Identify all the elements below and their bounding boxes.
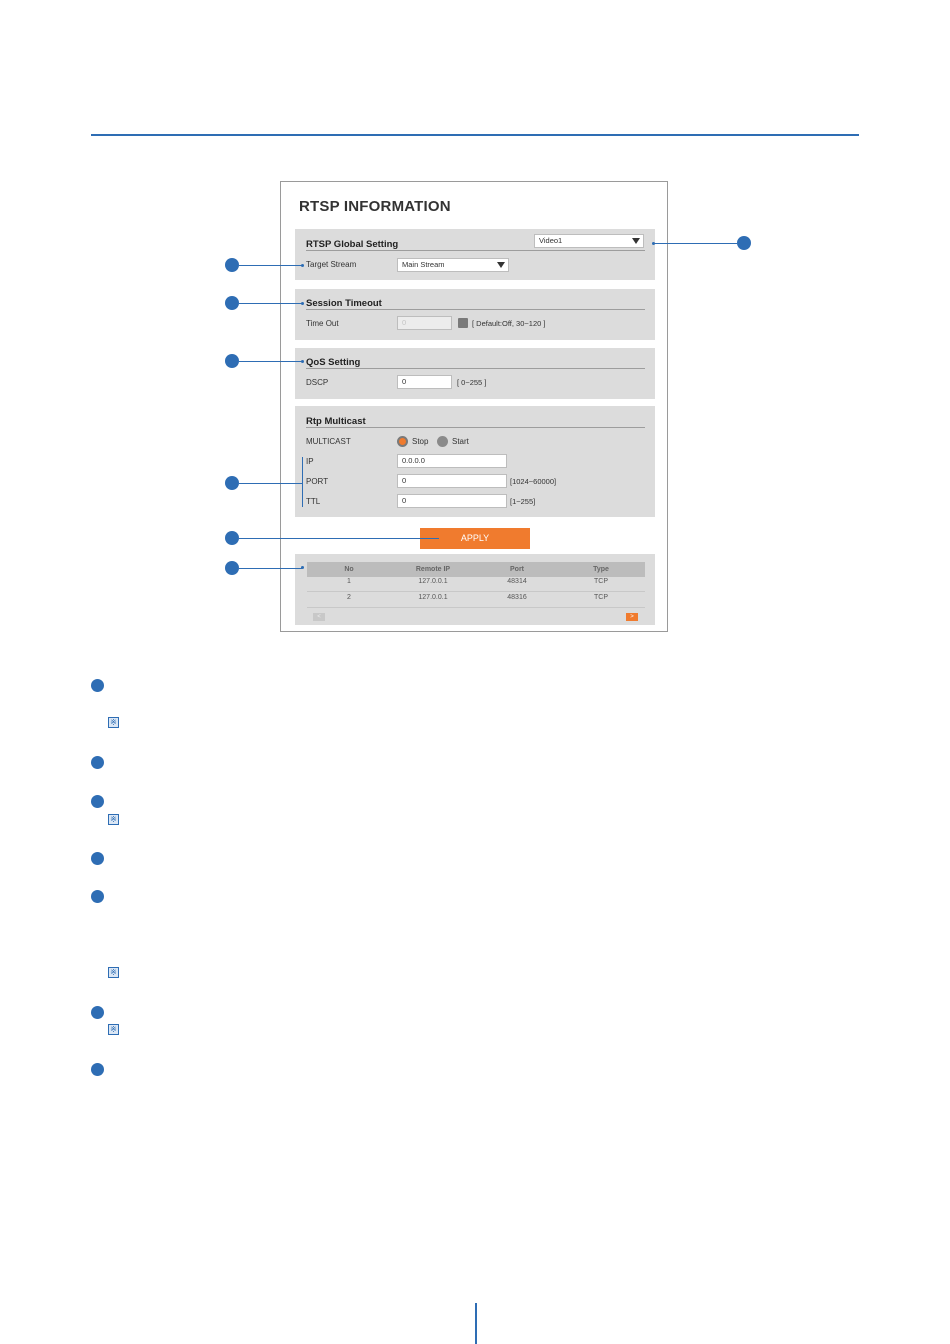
note-icon: ※ — [108, 717, 119, 728]
multicast-stop-label: Stop — [412, 437, 429, 446]
note-icon: ※ — [108, 1024, 119, 1035]
cell-type: TCP — [594, 594, 608, 601]
multicast-section — [295, 406, 655, 517]
table-row — [307, 594, 645, 608]
cell-port: 48314 — [507, 578, 527, 585]
callout-arrowhead — [301, 566, 304, 569]
header-rule — [91, 134, 859, 136]
session-table-section — [295, 554, 655, 625]
row-divider — [307, 591, 645, 592]
cell-port: 48316 — [507, 594, 527, 601]
chevron-down-icon — [632, 238, 640, 244]
callout-line — [239, 568, 302, 569]
target-stream-label: Target Stream — [306, 260, 357, 269]
callout-dot — [225, 476, 239, 490]
target-stream-value: Main Stream — [402, 260, 445, 269]
dscp-hint: [ 0~255 ] — [457, 378, 487, 387]
callout-dot — [225, 531, 239, 545]
cell-remote-ip: 127.0.0.1 — [418, 578, 448, 585]
column-header-remote-ip: Remote IP — [415, 566, 451, 573]
cell-remote-ip: 127.0.0.1 — [418, 594, 448, 601]
multicast-start-radio[interactable] — [437, 436, 448, 447]
global-setting-title: RTSP Global Setting — [306, 239, 399, 250]
callout-arrowhead — [301, 264, 304, 267]
multicast-start-label: Start — [452, 437, 469, 446]
callout-bracket — [302, 457, 303, 507]
description-bullet — [91, 756, 104, 769]
description-bullet — [91, 1006, 104, 1019]
callout-line — [239, 483, 302, 484]
multicast-stop-radio[interactable] — [397, 436, 408, 447]
timeout-checkbox[interactable] — [458, 318, 468, 328]
timeout-hint: [ Default:Off, 30~120 ] — [472, 319, 546, 328]
note-icon: ※ — [108, 967, 119, 978]
callout-line — [239, 303, 302, 304]
panel-title: RTSP INFORMATION — [299, 198, 451, 215]
callout-arrowhead — [301, 360, 304, 363]
ip-label: IP — [306, 457, 314, 466]
callout-line — [653, 243, 737, 244]
callout-dot — [737, 236, 751, 250]
port-input[interactable]: 0 — [397, 474, 507, 488]
target-stream-select[interactable] — [397, 258, 509, 272]
cell-type: TCP — [594, 578, 608, 585]
column-header-type: Type — [593, 566, 609, 573]
multicast-label: MULTICAST — [306, 437, 351, 446]
ttl-hint: [1~255] — [510, 497, 536, 506]
apply-button[interactable]: APPLY — [420, 528, 530, 549]
description-bullet — [91, 795, 104, 808]
timeout-label: Time Out — [306, 319, 339, 328]
column-header-no: No — [344, 566, 354, 573]
dscp-input[interactable]: 0 — [397, 375, 452, 389]
column-header-port: Port — [510, 566, 524, 573]
description-bullet — [91, 1063, 104, 1076]
port-hint: [1024~60000] — [510, 477, 557, 486]
multicast-title: Rtp Multicast — [306, 416, 366, 427]
next-page-button[interactable]: > — [626, 613, 638, 621]
callout-dot — [225, 354, 239, 368]
ip-input[interactable]: 0.0.0.0 — [397, 454, 507, 468]
session-timeout-section — [295, 289, 655, 340]
note-icon: ※ — [108, 814, 119, 825]
section-divider — [306, 427, 645, 428]
table-header — [307, 562, 645, 577]
cell-no: 2 — [347, 594, 351, 601]
description-bullet — [91, 890, 104, 903]
dscp-label: DSCP — [306, 378, 329, 387]
prev-page-button[interactable]: < — [313, 613, 325, 621]
callout-line — [239, 538, 439, 539]
description-bullet — [91, 852, 104, 865]
section-divider — [306, 250, 645, 251]
ttl-input[interactable]: 0 — [397, 494, 507, 508]
callout-dot — [225, 258, 239, 272]
callout-dot — [225, 296, 239, 310]
section-divider — [306, 368, 645, 369]
description-bullet — [91, 679, 104, 692]
page-footer-rule — [475, 1303, 477, 1344]
qos-title: QoS Setting — [306, 357, 361, 368]
session-timeout-title: Session Timeout — [306, 298, 382, 309]
timeout-input[interactable]: 0 — [397, 316, 452, 330]
qos-section — [295, 348, 655, 399]
section-divider — [306, 309, 645, 310]
port-label: PORT — [306, 477, 329, 486]
table-row — [307, 578, 645, 592]
global-setting-section — [295, 229, 655, 280]
ttl-label: TTL — [306, 497, 321, 506]
callout-line — [239, 265, 302, 266]
row-divider — [307, 607, 645, 608]
video-channel-value: Video1 — [539, 236, 563, 245]
cell-no: 1 — [347, 578, 351, 585]
chevron-down-icon — [497, 262, 505, 268]
callout-line — [239, 361, 302, 362]
callout-arrowhead — [301, 302, 304, 305]
callout-dot — [225, 561, 239, 575]
video-channel-select[interactable] — [534, 234, 644, 248]
